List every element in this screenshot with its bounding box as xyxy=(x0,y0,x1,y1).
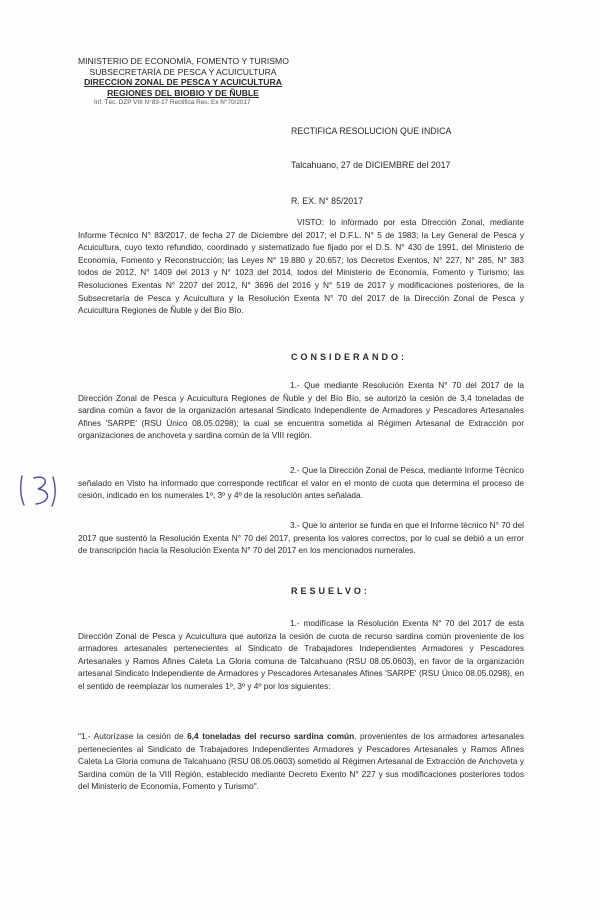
resuelvo-heading: RESUELVO: xyxy=(291,586,370,596)
visto-paragraph xyxy=(78,216,524,317)
subsecretaria-line: SUBSECRETARÍA DE PESCA Y ACUICULTURA xyxy=(89,66,277,77)
subject-line: RECTIFICA RESOLUCION QUE INDICA xyxy=(291,126,452,136)
considerando-heading: CONSIDERANDO: xyxy=(291,352,408,362)
visto-text: VISTO: lo informado por esta Dirección Zonal, mediante Informe Técnico N° 83/2017, de fecha 27 de Diciembre del 2017; el D.F.L. N° 5 de 1983; la Ley General de Pesca y Acuicultura, cuyo texto refundido, coordinado y sistematizado fue fijado por el D.S. N° 430 de 1991, del Ministerio de Economía, Fomento y Reconstrucción; las Leyes N° 19.880 y 20.657; los Decretos Exentos, N° 227, N° 285, N° 383 todos de 2012, N° 1409 del 2013 y N° 1023 del 2014, todos del Ministerio de Economía, Fomento y Turismo; las Resoluciones Exentas N° 2207 del 2012, N° 3696 del 2016 y N° 519 de 2017 y modificaciones posteriores, de la Subsecretaría de Pesca y Acuicultura y la Resolución Exenta N° 70 del 2017 de la Dirección Zonal de Pesca y Acuicultura Regiones de Ñuble y del Bío Bío. xyxy=(78,217,524,316)
resuelvo-text: 1.- modifícase la Resolución Exenta N° 70 del 2017 de esta Dirección Zonal de Pesca y Acuicultura que autoriza la cesión de cuota de recurso sardina común proveniente de los armadores artesanales pertenecientes al Sindicato de Trabajadores Independientes Armadores y Pescadores Artesanales y Ramos Afines Caleta La Gloria comuna de Talcahuano (RSU 08.05.0603), en favor de la organización artesanal Sindicato Independiente de Armadores y Pescadores Artesanales Afines 'SARPE' (RSU Único 08.05.0298), en el sentido de reemplazar los numerales 1º, 3º y 4º por los siguientes: xyxy=(78,618,524,691)
considerando-text-2: 2.- Que la Dirección Zonal de Pesca, mediante Informe Técnico señalado en Visto ha informado que corresponde rectificar el valor en el monto de cuota que determina el proceso de cesión, indicado en los numerales 1º, 3º y 4º de la resolución antes señalada. xyxy=(78,465,524,501)
regiones-line: REGIONES DEL BIOBIO Y DE ÑUBLE xyxy=(107,87,259,98)
considerando-text-3: 3.- Que lo anterior se funda en que el Informe técnico N° 70 del 2017 que sustentó la Resolución Exenta N° 70 del 2017, presenta los valores correctos, por lo cual se debió a un error de transcripción hacia la Resolución Exenta N° 70 del 2017 en los mencionados numerales. xyxy=(78,520,524,556)
quote-pre: "1.- Autorízase la cesión de xyxy=(78,731,188,741)
quote-bold: 6,4 toneladas del recurso sardina común xyxy=(187,731,355,741)
quoted-numeral xyxy=(78,730,524,793)
considerando-item xyxy=(78,464,524,502)
considerando-item xyxy=(78,379,524,442)
quote-post: , provenientes de los armadores artesanales pertenecientes al Sindicato de Trabajadores Independientes Armadores y Pescadores Artesanales y Ramos Afines Caleta La Gloria comuna de Talcahuano (RSU 08.05.0603) sometido al Régimen Artesanal de Extracción de Anchoveta y Sardina común de la VIII Región, establecido mediante Decreto Exento N° 227 y sus modificaciones posteriores todos del Ministerio de Economía, Fomento y Turismo". xyxy=(78,731,524,792)
resolution-number: R. EX. N° 85/2017 xyxy=(291,196,363,206)
considerando-text-1: 1.- Que mediante Resolución Exenta N° 70 del 2017 de la Dirección Zonal de Pesca y Acuicultura Regiones de Ñuble y del Bío Bío, se autorizó la cesión de 3,4 toneladas de sardina común a favor de la organización artesanal Sindicato Independiente de Armadores y Pescadores Artesanales Afines 'SARPE' (RSU Único 08.05.0298); la cual se encuentra sometida al Régimen Artesanal de Extracción por organizaciones de anchoveta y sardina común de la VIII región. xyxy=(78,380,524,441)
letterhead xyxy=(78,56,288,107)
reference-line: Inf. Téc. DZP VIII N°83-17 Rectifica Res. Ex N°70/2017 xyxy=(94,99,251,107)
ministry-line: MINISTERIO DE ECONOMÍA, FOMENTO Y TURISMO xyxy=(78,56,289,66)
considerando-item xyxy=(78,519,524,557)
place-date: Talcahuano, 27 de DICIEMBRE del 2017 xyxy=(291,160,451,170)
resuelvo-paragraph xyxy=(78,617,524,693)
direccion-zonal-line: DIRECCION ZONAL DE PESCA Y ACUICULTURA xyxy=(84,77,282,88)
handwritten-margin-mark xyxy=(16,470,60,510)
